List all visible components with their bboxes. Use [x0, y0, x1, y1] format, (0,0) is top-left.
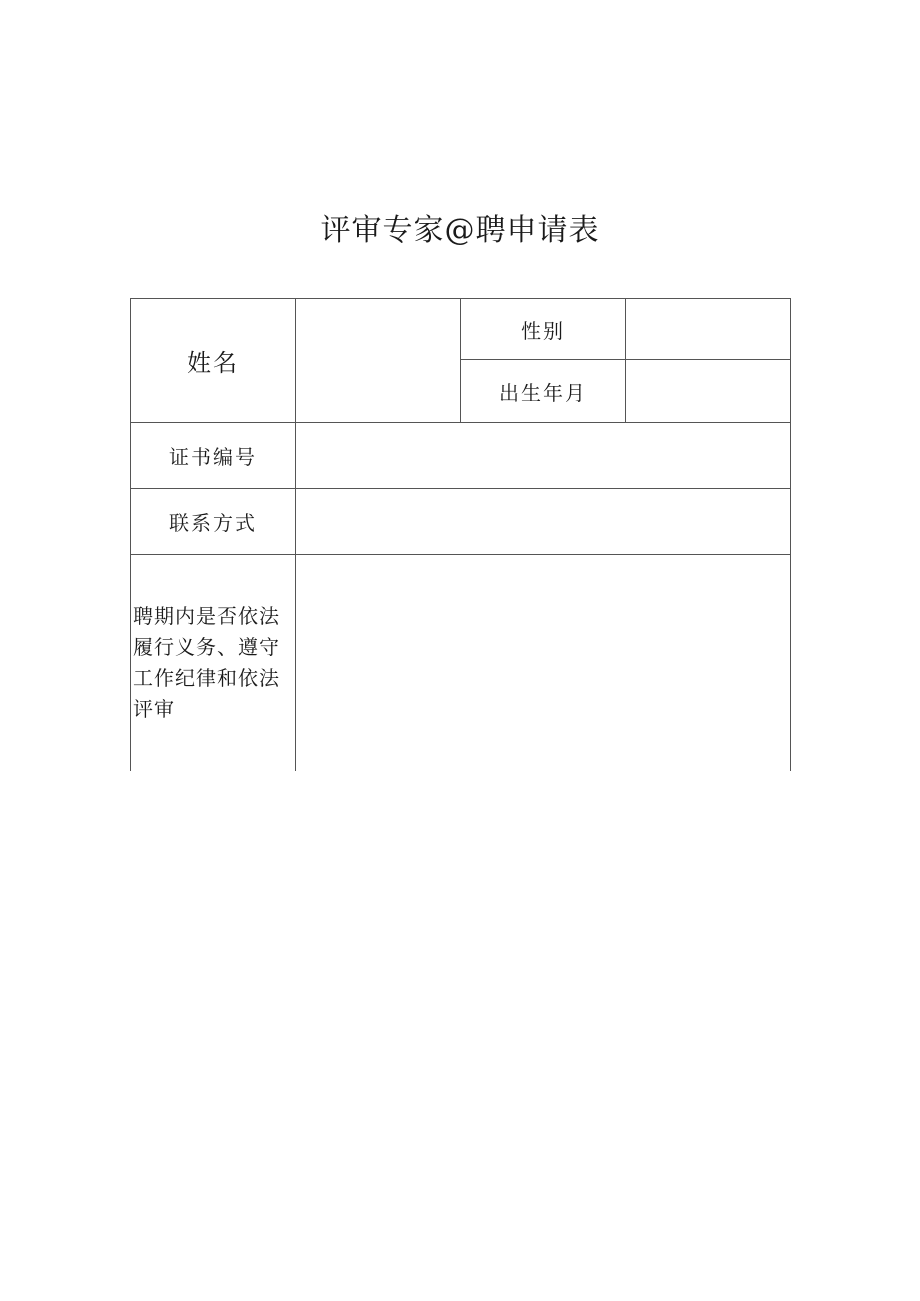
birth-date-field[interactable] [626, 360, 791, 423]
birth-date-label: 出生年月 [461, 360, 626, 423]
form-row-conduct [131, 555, 791, 771]
conduct-review-field[interactable] [296, 555, 791, 771]
name-label: 姓名 [131, 299, 296, 423]
contact-label: 联系方式 [131, 489, 296, 555]
conduct-review-label: 聘期内是否依法履行义务、遵守工作纪律和依法评审 [131, 555, 296, 771]
certificate-number-field[interactable] [296, 423, 791, 489]
page-title: 评审专家@聘申请表 [320, 213, 600, 248]
gender-field[interactable] [626, 299, 791, 360]
contact-field[interactable] [296, 489, 791, 555]
form-row-certificate [131, 423, 791, 489]
gender-label: 性别 [461, 299, 626, 360]
certificate-number-label: 证书编号 [131, 423, 296, 489]
form-row-name-gender [131, 299, 791, 360]
form-row-contact [131, 489, 791, 555]
application-form-table [130, 298, 791, 771]
name-field[interactable] [296, 299, 461, 423]
